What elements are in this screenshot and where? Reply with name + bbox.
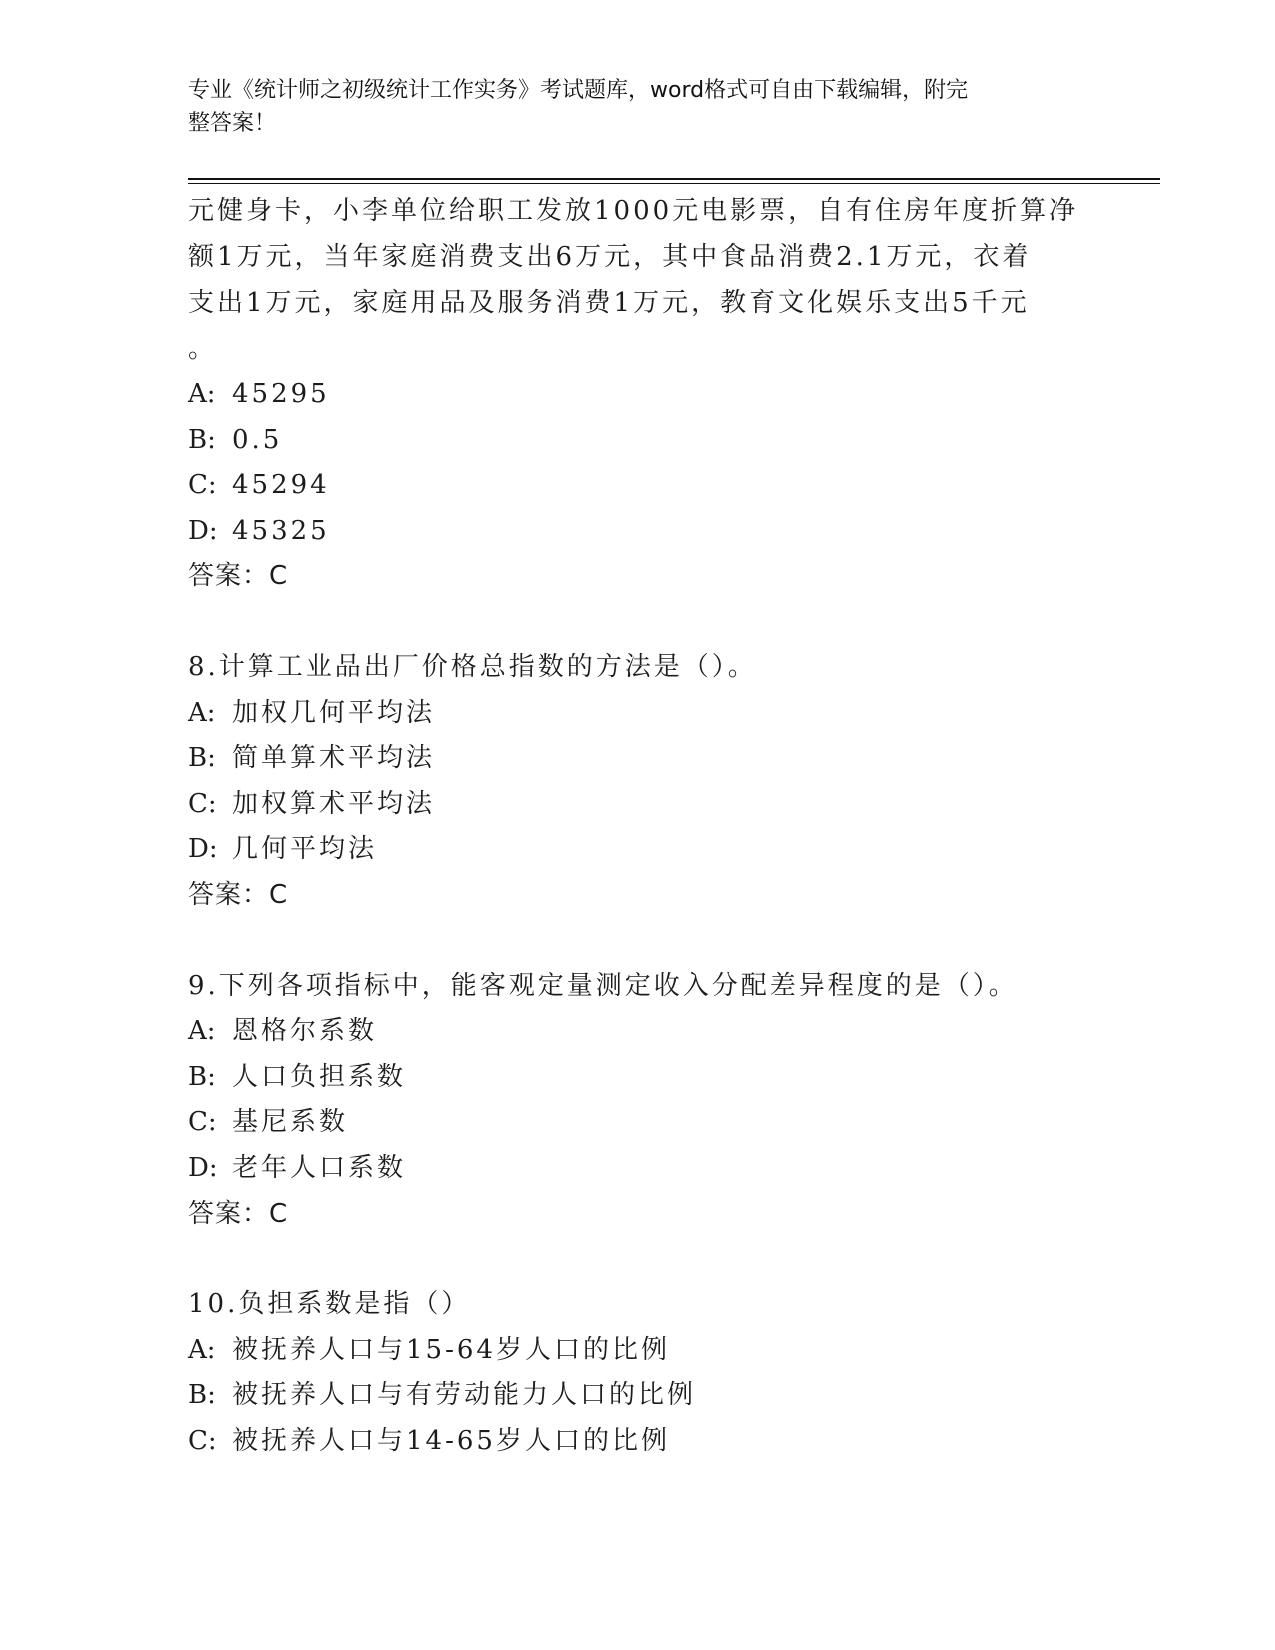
spacer xyxy=(188,919,1088,964)
option-b xyxy=(188,1373,1088,1419)
option-c xyxy=(188,1100,1088,1146)
question-stem: 10.负担系数是指（） xyxy=(188,1289,471,1320)
option-label: C: xyxy=(188,788,217,819)
option-text: 被抚养人口与14-65岁人口的比例 xyxy=(232,1425,670,1456)
stem-line: 元健身卡，小李单位给职工发放1000元电影票，自有住房年度折算净 xyxy=(188,196,1079,226)
option-a xyxy=(188,691,1088,737)
option-c xyxy=(188,782,1088,828)
option-text: 45325 xyxy=(232,515,330,546)
document-header xyxy=(188,74,1088,140)
option-text: 被抚养人口与15-64岁人口的比例 xyxy=(232,1334,670,1365)
spacer xyxy=(188,600,1088,645)
option-text: 加权算术平均法 xyxy=(232,788,436,819)
option-a xyxy=(188,1009,1088,1055)
option-d xyxy=(188,509,1088,555)
option-label: D: xyxy=(188,1152,218,1183)
question-9 xyxy=(188,964,1088,1238)
option-label: B: xyxy=(188,1380,216,1411)
option-label: A: xyxy=(188,1016,216,1047)
option-label: C: xyxy=(188,1425,217,1456)
question-8 xyxy=(188,645,1088,919)
header-line-1: 专业《统计师之初级统计工作实务》考试题库，word格式可自由下载编辑，附完 xyxy=(188,78,969,103)
stem-line: 额1万元，当年家庭消费支出6万元，其中食品消费2.1万元，衣着 xyxy=(188,242,1032,272)
option-c xyxy=(188,463,1088,509)
question-7-continuation xyxy=(188,188,1088,600)
header-line-2: 整答案！ xyxy=(188,111,277,136)
option-label: C: xyxy=(188,470,217,501)
header-rule-thin xyxy=(188,183,1160,184)
option-label: A: xyxy=(188,1334,216,1365)
option-label: D: xyxy=(188,834,218,865)
question-stem: 8.计算工业品出厂价格总指数的方法是（）。 xyxy=(188,651,757,682)
option-text: 加权几何平均法 xyxy=(232,697,436,728)
option-a xyxy=(188,372,1088,418)
option-text: 简单算术平均法 xyxy=(232,743,436,774)
option-b xyxy=(188,1055,1088,1101)
option-b xyxy=(188,418,1088,464)
option-text: 几何平均法 xyxy=(232,834,378,865)
option-c xyxy=(188,1419,1088,1465)
question-10 xyxy=(188,1282,1088,1464)
document-body xyxy=(188,188,1088,1464)
option-label: B: xyxy=(188,1061,216,1092)
answer: 答案：C xyxy=(188,1198,289,1229)
option-text: 恩格尔系数 xyxy=(232,1016,378,1047)
option-label: A: xyxy=(188,697,216,728)
option-label: C: xyxy=(188,1107,217,1138)
option-text: 老年人口系数 xyxy=(232,1152,407,1183)
option-a xyxy=(188,1328,1088,1374)
option-label: B: xyxy=(188,743,216,774)
option-b xyxy=(188,736,1088,782)
option-d xyxy=(188,827,1088,873)
stem-line: 。 xyxy=(188,334,218,364)
option-text: 45295 xyxy=(232,379,330,409)
stem-line: 支出1万元，家庭用品及服务消费1万元，教育文化娱乐支出5千元 xyxy=(188,288,1030,318)
answer: 答案：C xyxy=(188,561,289,592)
option-text: 0.5 xyxy=(232,424,283,455)
option-label: D: xyxy=(188,515,218,546)
option-text: 基尼系数 xyxy=(232,1107,349,1138)
question-stem: 9.下列各项指标中，能客观定量测定收入分配差异程度的是（）。 xyxy=(188,970,1018,1001)
header-rule-thick xyxy=(188,178,1160,180)
option-text: 被抚养人口与有劳动能力人口的比例 xyxy=(232,1380,697,1411)
option-d xyxy=(188,1146,1088,1192)
option-text: 人口负担系数 xyxy=(232,1061,407,1092)
option-label: A: xyxy=(188,379,216,409)
option-label: B: xyxy=(188,424,216,455)
option-text: 45294 xyxy=(232,470,330,501)
answer: 答案：C xyxy=(188,879,289,910)
spacer xyxy=(188,1237,1088,1282)
